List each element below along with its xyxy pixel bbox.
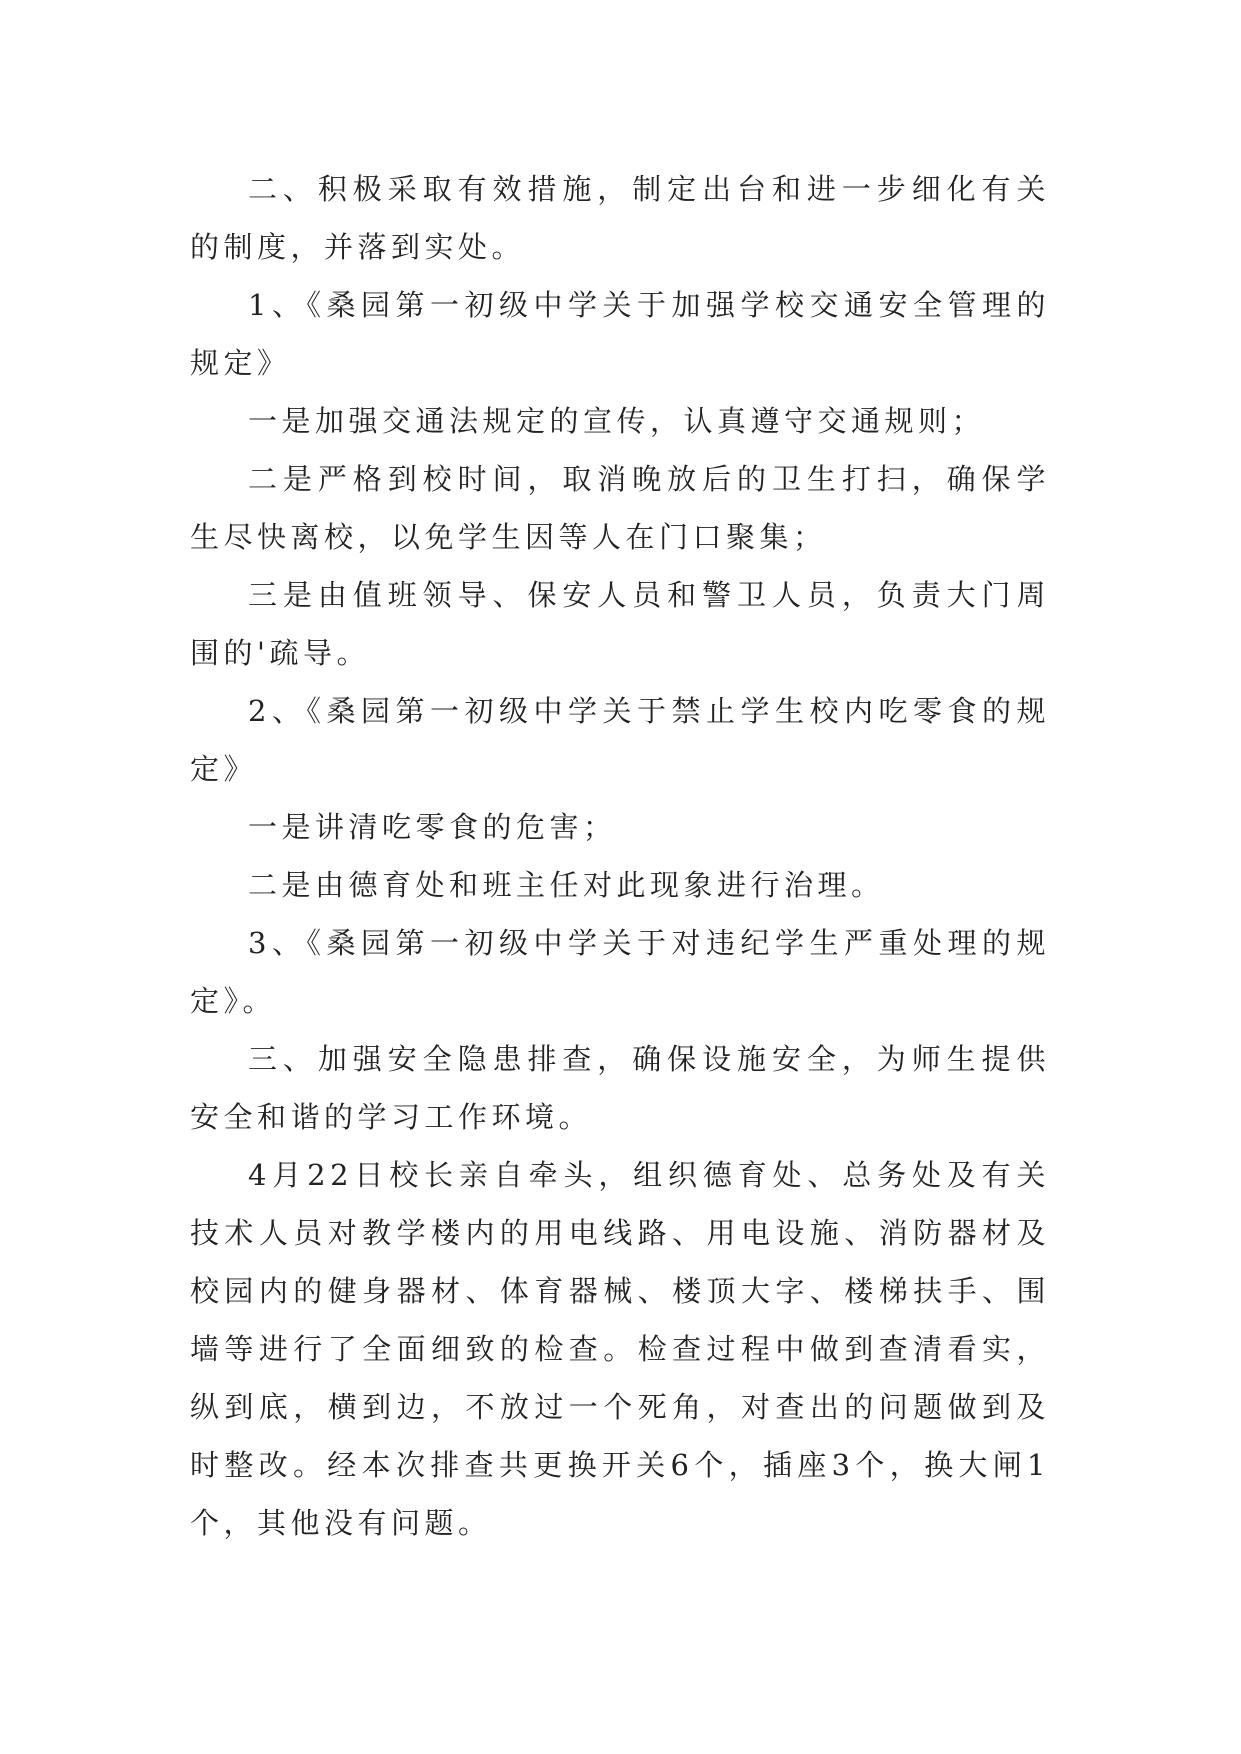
paragraph-rule-1-title: 1、《桑园第一初级中学关于加强学校交通安全管理的规定》 [190,288,1050,380]
paragraph-rule-3-title: 3、《桑园第一初级中学关于对违纪学生严重处理的规定》。 [190,926,1050,1018]
paragraph-section-two-heading: 二、积极采取有效措施，制定出台和进一步细化有关的制度，并落到实处。 [190,172,1050,264]
paragraph-rule-1-item-2: 二是严格到校时间，取消晚放后的卫生打扫，确保学生尽快离校，以免学生因等人在门口聚集； [190,462,1050,554]
paragraph-section-three-heading: 三、加强安全隐患排查，确保设施安全，为师生提供安全和谐的学习工作环境。 [190,1042,1050,1134]
paragraph-rule-2-item-1: 一是讲清吃零食的危害； [248,810,617,844]
paragraph-inspection-details: 4月22日校长亲自牵头，组织德育处、总务处及有关技术人员对教学楼内的用电线路、用电设施、消防器材及校园内的健身器材、体育器械、楼顶大字、楼梯扶手、围墙等进行了全面细致的检查。检查过程中做到查清看实，纵到底，横到边，不放过一个死角，对查出的问题做到及时整改。经本次排查共更换开关6个，插座3个，换大闸1个，其他没有问题。 [190,1158,1050,1540]
paragraph-rule-2-item-2: 二是由德育处和班主任对此现象进行治理。 [248,868,885,902]
paragraph-rule-2-title: 2、《桑园第一初级中学关于禁止学生校内吃零食的规定》 [190,694,1050,786]
paragraph-rule-1-item-3: 三是由值班领导、保安人员和警卫人员，负责大门周围的'疏导。 [190,578,1050,670]
paragraph-rule-1-item-1: 一是加强交通法规定的宣传，认真遵守交通规则； [248,404,986,438]
document-body [190,160,1050,1552]
